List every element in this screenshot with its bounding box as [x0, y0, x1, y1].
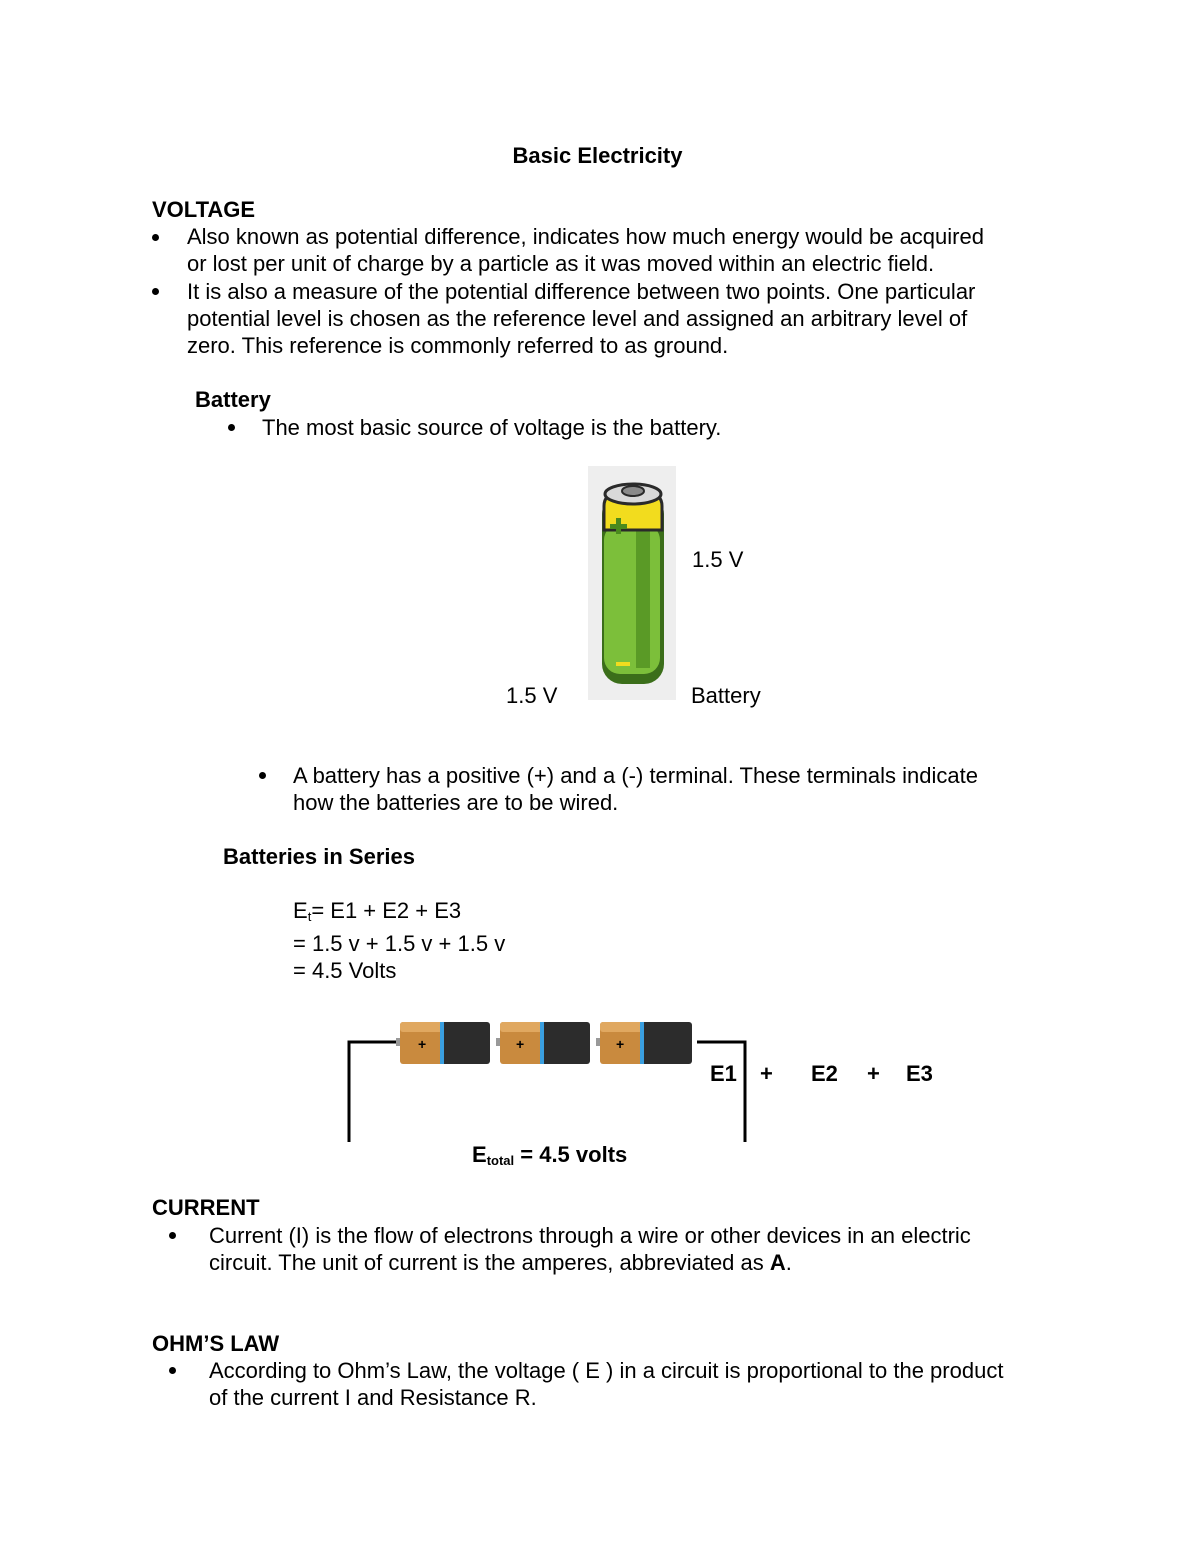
series-label-plus-1: +: [760, 1061, 773, 1086]
cell-plus-label: +: [616, 1036, 625, 1052]
series-heading: Batteries in Series: [223, 844, 415, 869]
battery-terminal-bullet: A battery has a positive (+) and a (-) terminal. These terminals indicate how the batteries are to be wired.: [293, 763, 978, 815]
battery-name-label: Battery: [691, 683, 761, 708]
page-title: Basic Electricity: [512, 143, 683, 168]
bullet-dot: [152, 288, 159, 295]
voltage-bullet-1: Also known as potential difference, indicates how much energy would be acquired or lost per unit of charge by a particle as it was moved within an electric field.: [187, 224, 984, 276]
battery-illustration: [588, 466, 676, 700]
current-heading: CURRENT: [152, 1195, 260, 1220]
circuit-wire-left: [349, 1042, 400, 1142]
cell-plus-label: +: [418, 1036, 427, 1052]
voltage-bullet-2: It is also a measure of the potential difference between two points. One particular potential level is chosen as the reference level and assigned an arbitrary level of zero. This reference is commonly referred to as ground.: [187, 279, 976, 358]
battery-bullet: The most basic source of voltage is the battery.: [262, 415, 722, 440]
bullet-dot: [152, 234, 159, 241]
battery-cell-1: [396, 1022, 490, 1064]
series-circuit-diagram: [340, 1012, 760, 1147]
series-label-plus-2: +: [867, 1061, 880, 1086]
series-label-e3: E3: [906, 1061, 933, 1086]
current-bullet: Current (I) is the flow of electrons through a wire or other devices in an electric circuit. The unit of current is the amperes, abbreviated as A.: [209, 1223, 971, 1275]
battery-cell-2: [496, 1022, 590, 1064]
bullet-dot: [169, 1232, 176, 1239]
voltage-heading: VOLTAGE: [152, 197, 256, 222]
battery-voltage-label: 1.5 V: [692, 547, 744, 572]
series-equation: [293, 897, 505, 984]
equation-line-3: = 4.5 Volts: [293, 958, 397, 983]
series-label-e1: E1: [710, 1061, 737, 1086]
equation-line-2: = 1.5 v + 1.5 v + 1.5 v: [293, 931, 506, 956]
cell-plus-label: +: [516, 1036, 525, 1052]
battery-voltage-label-left: 1.5 V: [506, 683, 558, 708]
battery-cell-3: [596, 1022, 692, 1064]
series-total-label: $E_{total} = 4.5$ volts: [472, 1142, 628, 1168]
series-label-e2: E2: [811, 1061, 838, 1086]
equation-line-1: $E_t= E1 + E2 + E3$: [293, 898, 462, 924]
bullet-dot: [169, 1367, 176, 1374]
bullet-dot: [228, 424, 235, 431]
ohm-heading: OHM’S LAW: [152, 1331, 280, 1356]
bullet-dot: [259, 772, 266, 779]
battery-heading: Battery: [195, 387, 271, 412]
ohm-bullet: According to Ohm’s Law, the voltage ( E ) in a circuit is proportional to the product of the current I and Resistance R.: [209, 1358, 1004, 1410]
circuit-wire-right: [697, 1042, 745, 1142]
